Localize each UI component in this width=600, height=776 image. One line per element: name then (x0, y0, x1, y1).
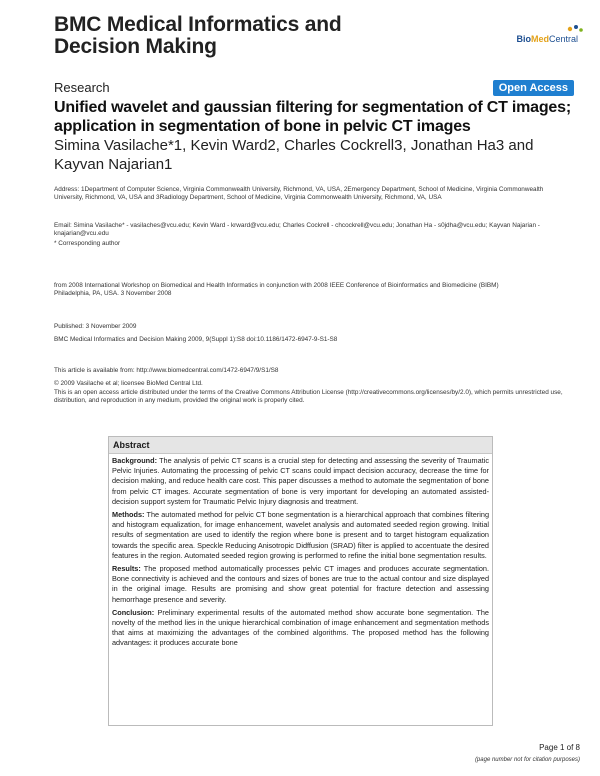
abstract-conclusion (112, 608, 489, 649)
author-list: Simina Vasilache*1, Kevin Ward2, Charles Cockrell3, Jonathan Ha3 and Kayvan Najarian1 (54, 137, 534, 173)
section-label: Research (54, 80, 110, 95)
conclusion-label: Conclusion: (112, 607, 155, 617)
background-label: Background: (112, 456, 157, 465)
license-text: This is an open access article distributed under the terms of the Creative Commons Attribution License (http://creativecommons.org/licenses/by/2.0), which permits unrestricted use, distribution, and reproduction in any medium, provided the original work is properly cited. (54, 389, 563, 405)
journal-title-line2: Decision Making (54, 35, 217, 58)
article-title: Unified wavelet and gaussian filtering for segmentation of CT images; application in segmentation of bone in pelvic CT images (54, 99, 571, 135)
page-number: Page 1 of 8 (539, 743, 580, 752)
affiliations: Address: 1Department of Computer Science, Virginia Commonwealth University, Richmond, VA, USA, 2Emergency Department, School of Medicine, Virginia Commonwealth University, Richmond, VA, USA and 3Radiology Department, School of Medicine, Virginia Commonwealth University, Richmond, VA, USA (54, 186, 544, 202)
availability-url: This article is available from: http://www.biomedcentral.com/1472-6947/9/S1/S8 (54, 367, 279, 374)
publisher-bio: Bio (516, 34, 531, 44)
open-access-badge: Open Access (493, 80, 574, 96)
abstract-box (108, 436, 493, 726)
conclusion-text: Preliminary experimental results of the automated method show accurate bone segmentation. The novelty of the method lies in the unique hierarchical combination of image enhancement and segmentation methods that aims at maximizing the advantages of the combined algorithms. The proposed method has the following advantages: it produces accurate bone (112, 607, 489, 648)
abstract-background (112, 456, 489, 507)
abstract-methods (112, 510, 489, 561)
publisher-logo (516, 34, 578, 44)
corresponding-note: * Corresponding author (54, 240, 121, 247)
results-text: The proposed method automatically processes pelvic CT images and produces accurate segmentation. Bone connectivity is achieved and the contours and sizes of bones are true to the actual contour and size displayed in the original image. Results are promising and show great potential for fracture detection and assessing hemorrhage presence and severity. (112, 564, 489, 604)
journal-title-line1: BMC Medical Informatics and (54, 13, 342, 36)
publisher-med: Med (530, 34, 549, 44)
methods-label: Methods: (112, 510, 145, 520)
conference-name: from 2008 International Workshop on Biomedical and Health Informatics in conjunction with 2008 IEEE Conference of Bioinformatics and Biomedicine (BIBM) (54, 282, 499, 289)
background-text: The analysis of pelvic CT scans is a crucial step for detecting and assessing the severity of Traumatic Pelvic Injuries. Automating the processing of pelvic CT scans could impact decision accuracy, decrease the time for decision making, and reduce health care cost. This paper discusses a method to automate the segmentation of bone from pelvic CT images. Accurate segmentation of bone is very important for developing an automated assisted-decision support system for Traumatic Pelvic Injury diagnosis and treatment. (112, 456, 489, 506)
copyright-line: © 2009 Vasilache et al; licensee BioMed Central Ltd. (54, 380, 203, 387)
methods-text: The automated method for pelvic CT bone segmentation is a hierarchical approach that combines filtering and histogram equalization, for image enhancement, wavelet analysis and automated seeded region growing. Initial results of segmentation are used to identify the region where bone is present and to target histogram equalization towards the specific area. Speckle Reducing Anisotropic Didffusion (SRAD) filter is applied to accentuate the desired features in the region. Automated seeded region growing is performed to refine the initial bone segmentation results. (112, 510, 489, 560)
abstract-body (109, 454, 492, 649)
conference-place: Philadelphia, PA, USA. 3 November 2008 (54, 290, 172, 298)
biomed-logo-icon (550, 24, 584, 34)
abstract-results (112, 564, 489, 605)
publisher-central: Central (548, 34, 578, 44)
results-label: Results: (112, 564, 141, 574)
author-emails: Email: Simina Vasilache* - vasilaches@vcu.edu; Kevin Ward - krward@vcu.edu; Charles Cockrell - chcockrell@vcu.edu; Jonathan Ha - s0jdha@vcu.edu; Kayvan Najarian - knajarian@vcu.edu (54, 222, 540, 238)
conference-info (54, 282, 574, 299)
citation-line: BMC Medical Informatics and Decision Making 2009, 9(Suppl 1):S8 doi:10.1186/1472-6947-9-S1-S8 (54, 336, 338, 343)
page-number-note: (page number not for citation purposes) (474, 757, 580, 763)
published-date: Published: 3 November 2009 (54, 323, 137, 330)
abstract-heading: Abstract (109, 437, 492, 454)
journal-title (54, 14, 341, 58)
